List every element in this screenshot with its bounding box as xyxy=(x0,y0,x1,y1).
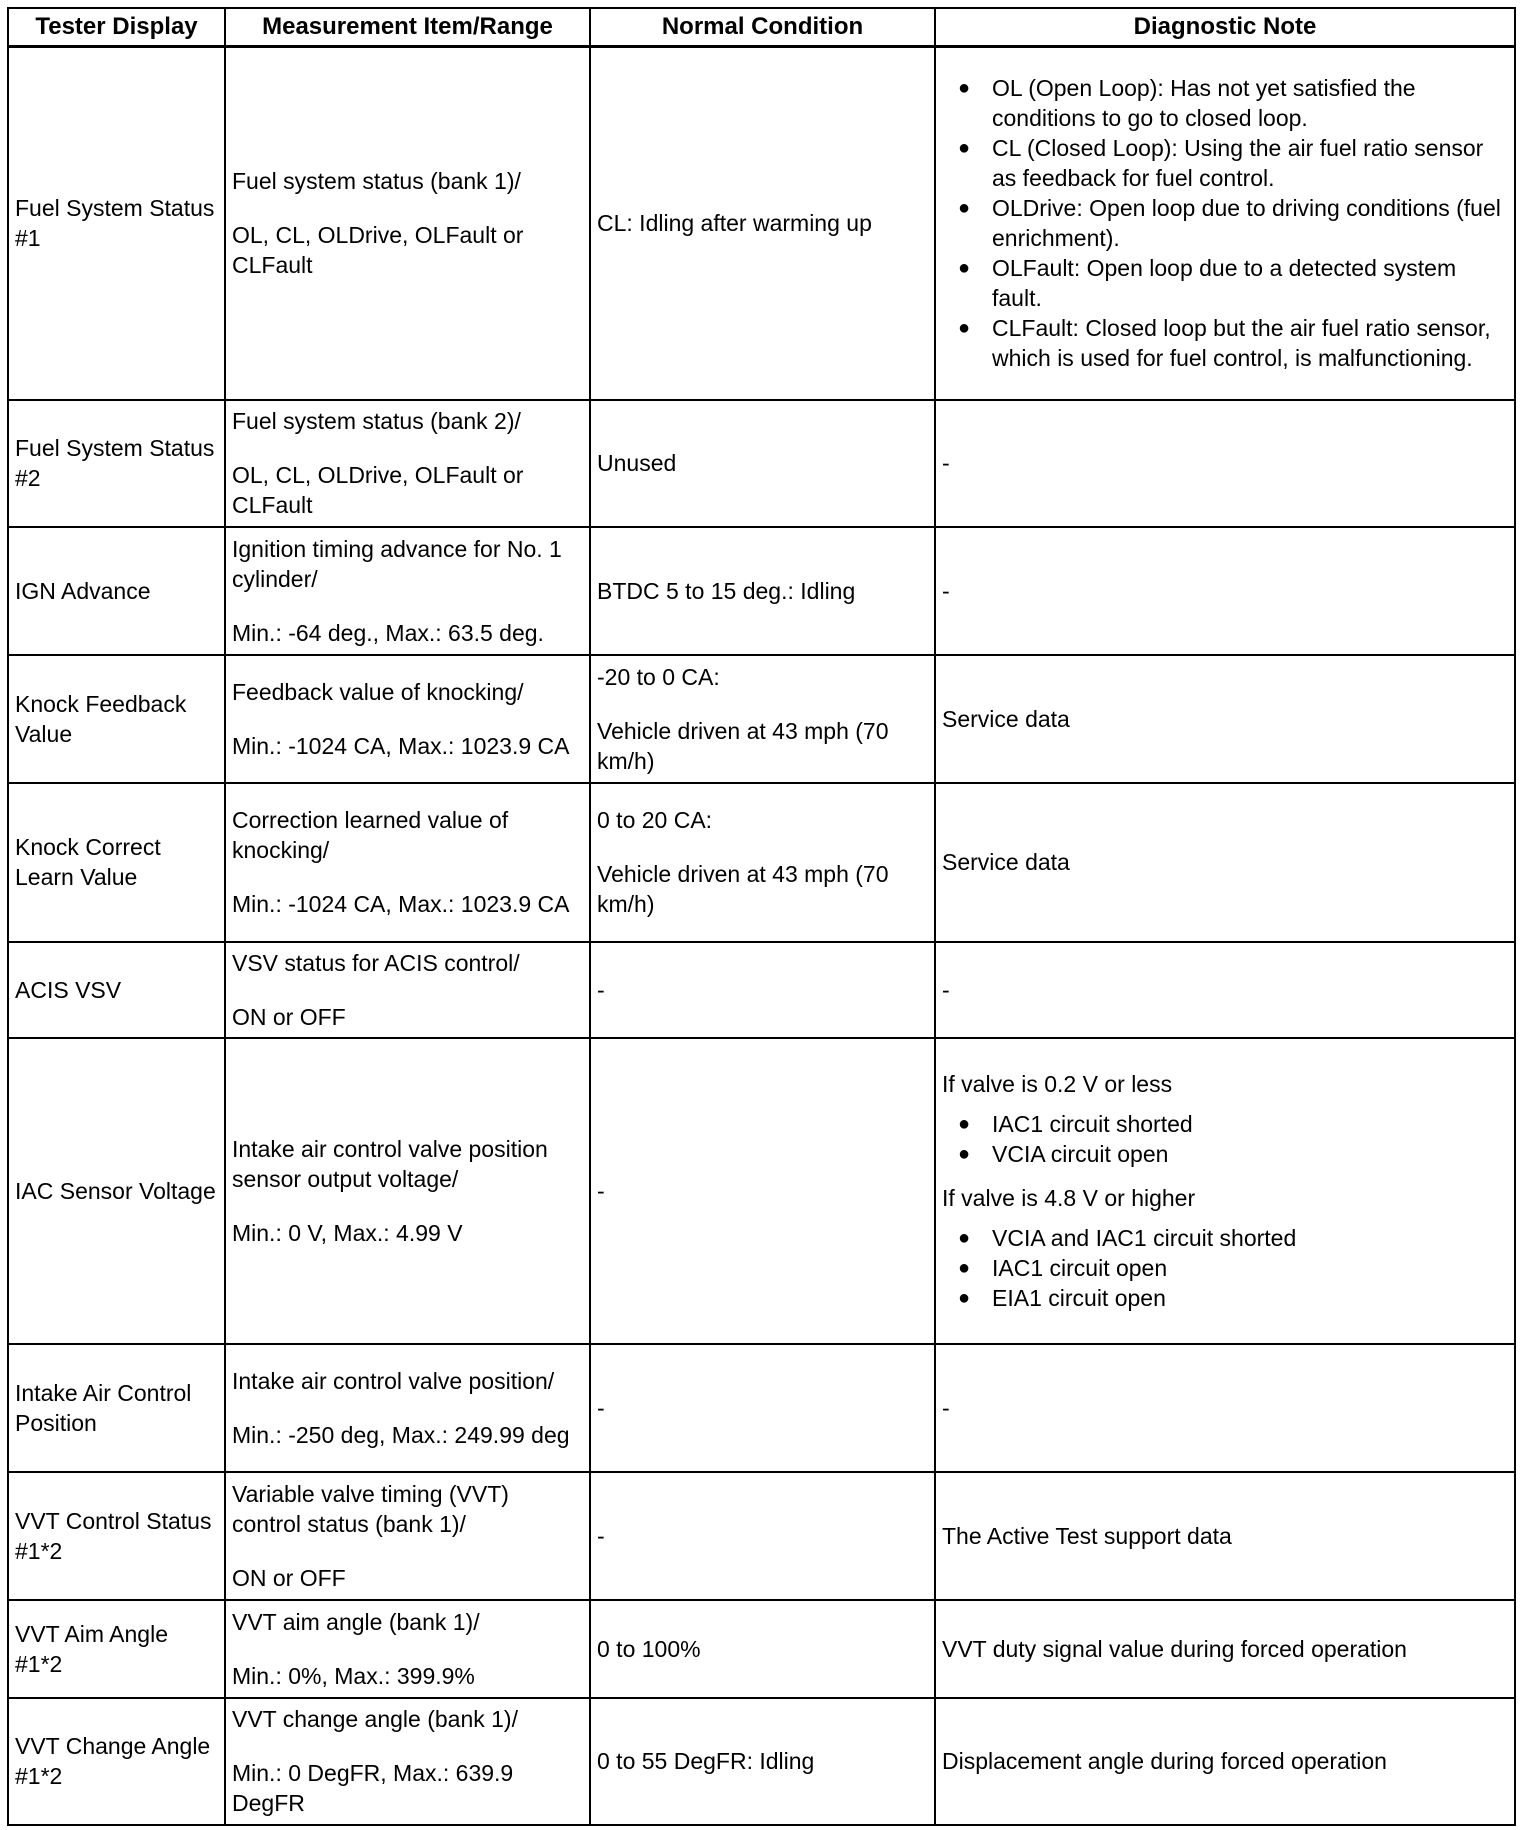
diagnostic-note-condition: If valve is 0.2 V or less xyxy=(942,1070,1173,1097)
normal-condition-cell xyxy=(590,783,935,942)
normal-condition-text: CL: Idling after warming up xyxy=(597,210,872,237)
measurement-item-text: VSV status for ACIS control/ xyxy=(232,949,520,976)
measurement-item-cell xyxy=(225,1344,590,1472)
diagnostic-note-bullet: ● OLDrive: Open loop due to driving conditions (fuel enrichment). xyxy=(958,193,1508,253)
normal-condition-text: Unused xyxy=(597,450,677,476)
table-row xyxy=(8,1344,1515,1472)
normal-condition-cell xyxy=(590,1344,935,1472)
measurement-item-text: Min.: -250 deg, Max.: 249.99 deg xyxy=(232,1421,570,1448)
diagnostic-note-cell xyxy=(935,47,1515,400)
header-normal-condition: Normal Condition xyxy=(590,8,935,47)
tester-display-cell: VVT Aim Angle #1*2 xyxy=(8,1600,225,1698)
normal-condition-text: - xyxy=(597,1394,605,1421)
diagnostic-note-cell xyxy=(935,1344,1515,1472)
measurement-item-text: Min.: -64 deg., Max.: 63.5 deg. xyxy=(232,619,544,646)
normal-condition-cell xyxy=(590,1698,935,1825)
diagnostic-note-text: - xyxy=(942,577,950,604)
diagnostic-note-condition: If valve is 4.8 V or higher xyxy=(942,1184,1196,1211)
diagnostic-data-table xyxy=(7,7,1516,1826)
tester-display-cell: Fuel System Status #1 xyxy=(8,47,225,400)
tester-display-cell: IGN Advance xyxy=(8,527,225,655)
measurement-item-text: Feedback value of knocking/ xyxy=(232,678,524,705)
normal-condition-text: 0 to 20 CA: xyxy=(597,807,713,833)
diagnostic-note-text: - xyxy=(942,976,950,1003)
diagnostic-note-list xyxy=(942,1109,1508,1169)
header-tester-display: Tester Display xyxy=(8,8,225,47)
table-row xyxy=(8,1600,1515,1698)
diagnostic-note-bullet: ● VCIA circuit open xyxy=(958,1139,1508,1169)
measurement-item-text: Min.: 0%, Max.: 399.9% xyxy=(232,1662,475,1689)
diagnostic-note-list xyxy=(942,73,1508,373)
normal-condition-cell xyxy=(590,942,935,1038)
table-row xyxy=(8,942,1515,1038)
tester-display-cell: Knock Correct Learn Value xyxy=(8,783,225,942)
normal-condition-cell xyxy=(590,1600,935,1698)
tester-display-cell: VVT Control Status #1*2 xyxy=(8,1472,225,1600)
normal-condition-cell xyxy=(590,47,935,400)
table-row xyxy=(8,1472,1515,1600)
normal-condition-text: 0 to 100% xyxy=(597,1635,701,1662)
diagnostic-note-cell xyxy=(935,1472,1515,1600)
tester-display-cell: Knock Feedback Value xyxy=(8,655,225,783)
table-row xyxy=(8,655,1515,783)
measurement-item-text: Intake air control valve position/ xyxy=(232,1367,555,1394)
measurement-item-text: Fuel system status (bank 2)/ xyxy=(232,408,521,434)
measurement-item-text: VVT change angle (bank 1)/ xyxy=(232,1706,518,1732)
diagnostic-note-bullet: ● OLFault: Open loop due to a detected system fault. xyxy=(958,253,1508,313)
measurement-item-text: Correction learned value of knocking/ xyxy=(232,807,509,863)
measurement-item-cell xyxy=(225,400,590,527)
measurement-item-text: Fuel system status (bank 1)/ xyxy=(232,168,521,195)
normal-condition-text: - xyxy=(597,1177,605,1204)
measurement-item-cell xyxy=(225,1038,590,1344)
tester-display-cell: ACIS VSV xyxy=(8,942,225,1038)
header-diagnostic-note: Diagnostic Note xyxy=(935,8,1515,47)
normal-condition-text: 0 to 55 DegFR: Idling xyxy=(597,1748,815,1774)
table-row xyxy=(8,1038,1515,1344)
diagnostic-note-bullet: ● CLFault: Closed loop but the air fuel ratio sensor, which is used for fuel control, is malfunctioning. xyxy=(958,313,1508,373)
diagnostic-note-bullet: ● VCIA and IAC1 circuit shorted xyxy=(958,1223,1508,1253)
diagnostic-note-cell xyxy=(935,1698,1515,1825)
table-row xyxy=(8,783,1515,942)
diagnostic-note-text: - xyxy=(942,1394,950,1421)
diagnostic-note-cell xyxy=(935,1038,1515,1344)
measurement-item-cell xyxy=(225,655,590,783)
normal-condition-text: - xyxy=(597,976,605,1003)
tester-display-cell: Fuel System Status #2 xyxy=(8,400,225,527)
measurement-item-text: Intake air control valve position sensor output voltage/ xyxy=(232,1135,548,1192)
table-header-row xyxy=(8,8,1515,47)
diagnostic-note-cell xyxy=(935,942,1515,1038)
measurement-item-text: Min.: 0 DegFR, Max.: 639.9 DegFR xyxy=(232,1760,514,1816)
measurement-item-cell xyxy=(225,1600,590,1698)
diagnostic-note-list xyxy=(942,1223,1508,1313)
diagnostic-note-text: VVT duty signal value during forced operation xyxy=(942,1635,1407,1662)
diagnostic-note-cell xyxy=(935,400,1515,527)
measurement-item-text: VVT aim angle (bank 1)/ xyxy=(232,1608,480,1635)
measurement-item-cell xyxy=(225,783,590,942)
diagnostic-note-text: Service data xyxy=(942,705,1070,732)
normal-condition-cell xyxy=(590,400,935,527)
diagnostic-note-cell xyxy=(935,783,1515,942)
diagnostic-note-bullet: ● IAC1 circuit shorted xyxy=(958,1109,1508,1139)
diagnostic-note-bullet: ● IAC1 circuit open xyxy=(958,1253,1508,1283)
measurement-item-text: ON or OFF xyxy=(232,1003,346,1030)
tester-display-cell: IAC Sensor Voltage xyxy=(8,1038,225,1344)
diagnostic-note-text: Service data xyxy=(942,849,1070,875)
normal-condition-cell xyxy=(590,1472,935,1600)
tester-display-cell: Intake Air Control Position xyxy=(8,1344,225,1472)
diagnostic-note-cell xyxy=(935,527,1515,655)
measurement-item-text: OL, CL, OLDrive, OLFault or CLFault xyxy=(232,222,524,279)
measurement-item-text: Min.: -1024 CA, Max.: 1023.9 CA xyxy=(232,732,570,759)
measurement-item-cell xyxy=(225,47,590,400)
table-row xyxy=(8,47,1515,400)
measurement-item-cell xyxy=(225,527,590,655)
measurement-item-cell xyxy=(225,1698,590,1825)
diagnostic-note-bullet: ● OL (Open Loop): Has not yet satisfied the conditions to go to closed loop. xyxy=(958,73,1508,133)
diagnostic-note-text: Displacement angle during forced operation xyxy=(942,1748,1387,1774)
measurement-item-text: Ignition timing advance for No. 1 cylinder/ xyxy=(232,535,562,592)
normal-condition-cell xyxy=(590,655,935,783)
table-row xyxy=(8,1698,1515,1825)
normal-condition-cell xyxy=(590,527,935,655)
table-row xyxy=(8,400,1515,527)
normal-condition-text: Vehicle driven at 43 mph (70 km/h) xyxy=(597,861,889,917)
diagnostic-note-cell xyxy=(935,1600,1515,1698)
normal-condition-text: Vehicle driven at 43 mph (70 km/h) xyxy=(597,717,889,774)
diagnostic-note-bullet: ● CL (Closed Loop): Using the air fuel ratio sensor as feedback for fuel control. xyxy=(958,133,1508,193)
header-measurement-item: Measurement Item/Range xyxy=(225,8,590,47)
measurement-item-text: ON or OFF xyxy=(232,1564,346,1591)
diagnostic-note-bullet: ● EIA1 circuit open xyxy=(958,1283,1508,1313)
diagnostic-note-cell xyxy=(935,655,1515,783)
diagnostic-note-text: The Active Test support data xyxy=(942,1522,1232,1549)
diagnostic-note-text: - xyxy=(942,450,950,476)
measurement-item-cell xyxy=(225,942,590,1038)
normal-condition-cell xyxy=(590,1038,935,1344)
normal-condition-text: BTDC 5 to 15 deg.: Idling xyxy=(597,577,856,604)
normal-condition-text: - xyxy=(597,1522,605,1549)
measurement-item-text: Min.: -1024 CA, Max.: 1023.9 CA xyxy=(232,891,570,917)
table-row xyxy=(8,527,1515,655)
measurement-item-text: Variable valve timing (VVT) control status (bank 1)/ xyxy=(232,1480,509,1537)
tester-display-cell: VVT Change Angle #1*2 xyxy=(8,1698,225,1825)
normal-condition-text: -20 to 0 CA: xyxy=(597,663,720,690)
measurement-item-text: OL, CL, OLDrive, OLFault or CLFault xyxy=(232,462,524,518)
measurement-item-text: Min.: 0 V, Max.: 4.99 V xyxy=(232,1219,463,1246)
measurement-item-cell xyxy=(225,1472,590,1600)
